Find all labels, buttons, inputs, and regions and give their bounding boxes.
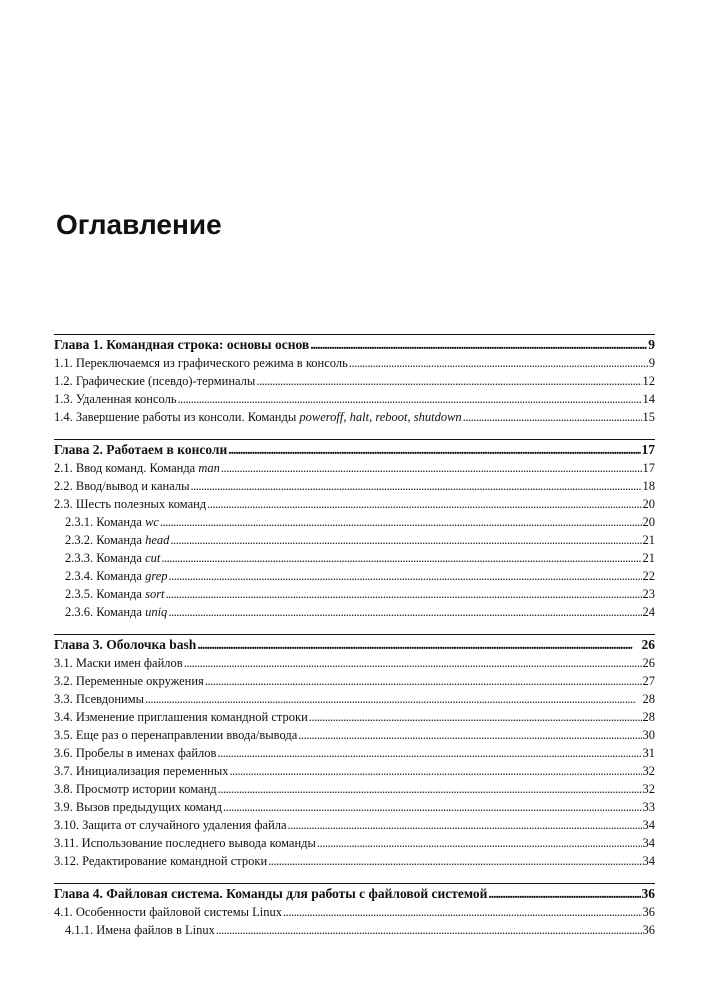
toc-chapter-block	[54, 334, 655, 426]
toc-page-number: 26	[641, 637, 655, 652]
toc-page-number: 36	[641, 886, 655, 901]
dot-leader	[216, 921, 642, 939]
toc-section-entry[interactable]	[54, 495, 655, 513]
dot-leader	[217, 744, 641, 762]
toc-entry-title: 2.3. Шесть полезных команд	[54, 497, 207, 511]
toc-page-number: 33	[642, 800, 655, 814]
toc-section-entry[interactable]	[54, 852, 655, 870]
toc-page-number: 17	[641, 442, 655, 457]
dot-leader	[256, 372, 641, 390]
toc-entry-title: 1.1. Переключаемся из графического режима в консоль	[54, 356, 348, 370]
toc-entry-title: 2.3.3. Команда cut	[65, 551, 161, 565]
dot-leader	[166, 585, 642, 603]
toc-entry-title: 3.5. Еще раз о перенаправлении ввода/вывода	[54, 728, 298, 742]
toc-entry-title: 3.12. Редактирование командной строки	[54, 854, 268, 868]
dot-leader	[283, 903, 641, 921]
toc-page-number: 30	[642, 728, 655, 742]
toc-section-entry[interactable]	[54, 408, 655, 426]
toc-entry-title: 3.2. Переменные окружения	[54, 674, 204, 688]
dot-leader	[288, 816, 642, 834]
toc-entry-title: 2.3.4. Команда grep	[65, 569, 168, 583]
dot-leader	[197, 635, 640, 654]
toc-page-number: 14	[642, 392, 655, 406]
toc-entry-title: 2.1. Ввод команд. Команда man	[54, 461, 220, 475]
toc-section-entry[interactable]	[54, 834, 655, 852]
toc-page-number: 36	[642, 905, 655, 919]
dot-leader	[310, 335, 647, 354]
dot-leader	[145, 690, 641, 708]
toc-section-entry[interactable]	[54, 603, 655, 621]
toc-entry-title: 3.4. Изменение приглашения командной строки	[54, 710, 308, 724]
dot-leader	[205, 672, 642, 690]
toc-section-entry[interactable]	[54, 921, 655, 939]
toc-section-entry[interactable]	[54, 726, 655, 744]
dot-leader	[463, 408, 642, 426]
toc-entry-title: 3.10. Защита от случайного удаления файла	[54, 818, 287, 832]
dot-leader	[228, 440, 640, 459]
toc-page-number: 21	[642, 551, 655, 565]
toc-entry-title: 2.3.6. Команда uniq	[65, 605, 168, 619]
toc-section-entry[interactable]	[54, 708, 655, 726]
dot-leader	[178, 390, 642, 408]
toc-page-number: 32	[642, 782, 655, 796]
toc-page-number: 12	[642, 374, 655, 388]
dot-leader	[221, 459, 642, 477]
dot-leader	[298, 726, 641, 744]
toc-page-number: 27	[642, 674, 655, 688]
toc-entry-title: 3.7. Инициализация переменных	[54, 764, 229, 778]
toc-section-entry[interactable]	[54, 654, 655, 672]
toc-entry-title: 3.3. Псевдонимы	[54, 692, 145, 706]
toc-entry-title: 2.3.5. Команда sort	[65, 587, 165, 601]
toc-chapter-entry[interactable]	[54, 883, 655, 903]
dot-leader	[160, 513, 642, 531]
dot-leader	[207, 495, 641, 513]
dot-leader	[309, 708, 642, 726]
toc-entry-title: Глава 4. Файловая система. Команды для работы с файловой системой	[54, 886, 488, 901]
toc-page-number: 18	[642, 479, 655, 493]
toc-page-number: 20	[642, 497, 655, 511]
dot-leader	[168, 603, 641, 621]
toc-section-entry[interactable]	[54, 459, 655, 477]
toc-chapter-block	[54, 439, 655, 621]
dot-leader	[488, 884, 640, 903]
toc-page-number: 26	[642, 656, 655, 670]
toc-page-number: 36	[642, 923, 655, 937]
toc-page-number: 21	[642, 533, 655, 547]
toc-entry-title: 2.3.1. Команда wc	[65, 515, 159, 529]
dot-leader	[230, 762, 642, 780]
toc-page-number: 9	[648, 356, 655, 370]
toc-section-entry[interactable]	[54, 513, 655, 531]
toc-page-number: 23	[642, 587, 655, 601]
toc-page-number: 34	[642, 836, 655, 850]
toc-section-entry[interactable]	[54, 354, 655, 372]
toc-section-entry[interactable]	[54, 531, 655, 549]
toc-page-number: 20	[642, 515, 655, 529]
toc-section-entry[interactable]	[54, 477, 655, 495]
dot-leader	[223, 798, 641, 816]
toc-page-number: 28	[642, 692, 655, 706]
toc-entry-title: Глава 3. Оболочка bash	[54, 637, 197, 652]
toc-entry-title: 3.11. Использование последнего вывода команды	[54, 836, 316, 850]
toc-entry-title: 1.2. Графические (псевдо)-терминалы	[54, 374, 256, 388]
toc-chapter-entry[interactable]	[54, 634, 655, 654]
toc-section-entry[interactable]	[54, 549, 655, 567]
dot-leader	[170, 531, 641, 549]
toc-section-entry[interactable]	[54, 762, 655, 780]
toc-page-number: 17	[642, 461, 655, 475]
toc-page-number: 34	[642, 854, 655, 868]
table-of-contents	[54, 334, 655, 939]
dot-leader	[184, 654, 642, 672]
toc-entry-title: 1.3. Удаленная консоль	[54, 392, 177, 406]
toc-entry-title: 3.1. Маски имен файлов	[54, 656, 183, 670]
toc-chapter-entry[interactable]	[54, 439, 655, 459]
toc-chapter-block	[54, 634, 655, 870]
toc-section-entry[interactable]	[54, 585, 655, 603]
toc-section-entry[interactable]	[54, 672, 655, 690]
toc-chapter-entry[interactable]	[54, 334, 655, 354]
toc-entry-title: 4.1.1. Имена файлов в Linux	[65, 923, 215, 937]
toc-page-number: 31	[642, 746, 655, 760]
dot-leader	[218, 780, 642, 798]
toc-entry-title: 2.3.2. Команда head	[65, 533, 170, 547]
toc-entry-title: 1.4. Завершение работы из консоли. Команды poweroff, halt, reboot, shutdown	[54, 410, 462, 424]
toc-page-number: 34	[642, 818, 655, 832]
toc-chapter-block	[54, 883, 655, 939]
toc-section-entry[interactable]	[54, 372, 655, 390]
toc-page-number: 9	[648, 337, 655, 352]
dot-leader	[349, 354, 648, 372]
toc-page-number: 22	[642, 569, 655, 583]
toc-page-number: 24	[642, 605, 655, 619]
dot-leader	[161, 549, 641, 567]
toc-entry-title: 4.1. Особенности файловой системы Linux	[54, 905, 283, 919]
toc-section-entry[interactable]	[54, 744, 655, 762]
toc-page-number: 15	[642, 410, 655, 424]
dot-leader	[317, 834, 642, 852]
toc-section-entry[interactable]	[54, 690, 655, 708]
toc-section-entry[interactable]	[54, 567, 655, 585]
toc-section-entry[interactable]	[54, 390, 655, 408]
toc-section-entry[interactable]	[54, 798, 655, 816]
toc-entry-title: 3.9. Вызов предыдущих команд	[54, 800, 223, 814]
dot-leader	[169, 567, 642, 585]
dot-leader	[268, 852, 641, 870]
dot-leader	[190, 477, 641, 495]
toc-entry-title: Глава 2. Работаем в консоли	[54, 442, 228, 457]
toc-page-number: 32	[642, 764, 655, 778]
toc-entry-title: 3.8. Просмотр истории команд	[54, 782, 217, 796]
toc-page-number: 28	[642, 710, 655, 724]
page-title: Оглавление	[56, 209, 222, 240]
toc-section-entry[interactable]	[54, 816, 655, 834]
toc-entry-title: 3.6. Пробелы в именах файлов	[54, 746, 217, 760]
toc-section-entry[interactable]	[54, 780, 655, 798]
toc-entry-title: 2.2. Ввод/вывод и каналы	[54, 479, 190, 493]
toc-section-entry[interactable]	[54, 903, 655, 921]
toc-entry-title: Глава 1. Командная строка: основы основ	[54, 337, 310, 352]
